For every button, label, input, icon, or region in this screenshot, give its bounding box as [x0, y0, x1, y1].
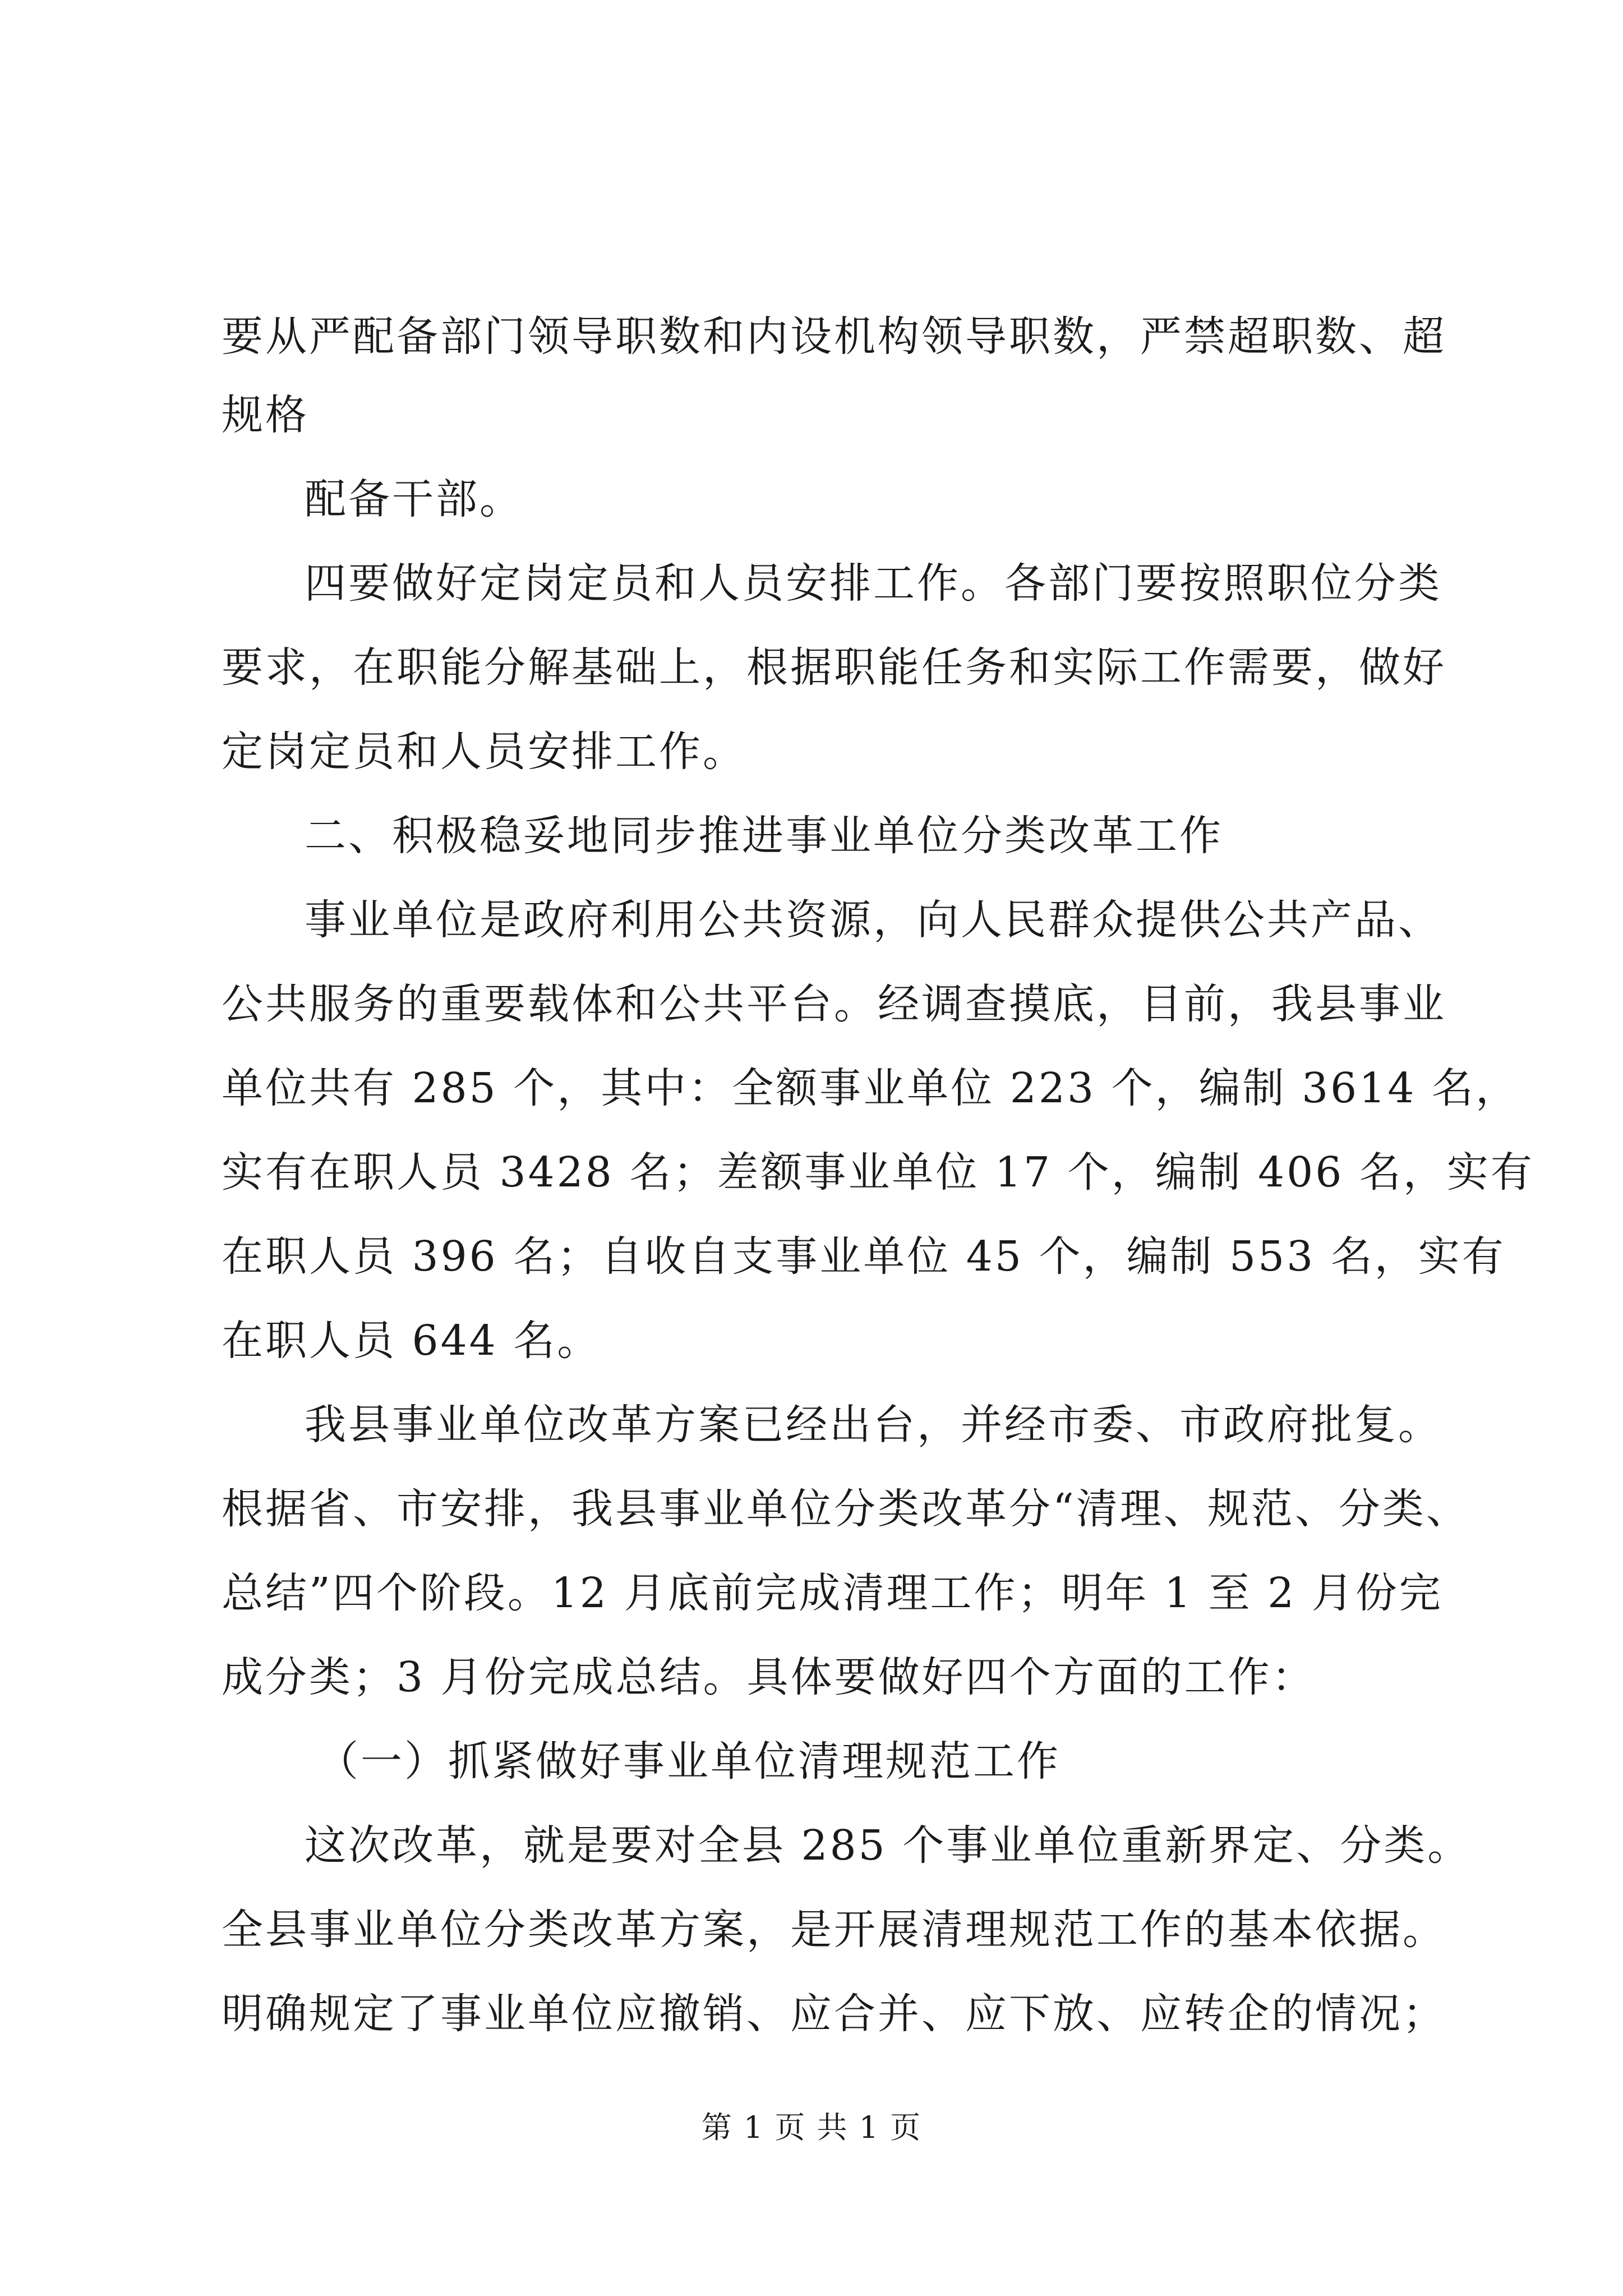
paragraph-institutions-line-6: 在职人员 644 名。 [222, 1317, 601, 1365]
text-line-3: 配备干部。 [305, 475, 523, 523]
paragraph-reform-line-2: 全县事业单位分类改革方案，是开展清理规范工作的基本依据。 [222, 1906, 1446, 1954]
paragraph-institutions-line-4: 实有在职人员 3428 名；差额事业单位 17 个，编制 406 名，实有 [222, 1148, 1534, 1197]
paragraph-reform-line-1: 这次改革，就是要对全县 285 个事业单位重新界定、分类。 [305, 1821, 1472, 1870]
paragraph-four-line-1: 四要做好定岗定员和人员安排工作。各部门要按照职位分类 [305, 559, 1442, 608]
paragraph-institutions-line-3: 单位共有 285 个，其中：全额事业单位 223 个，编制 3614 名， [222, 1064, 1519, 1112]
document-body [222, 295, 1534, 2056]
text-line-2: 规格 [222, 391, 309, 439]
section-heading-two: 二、积极稳妥地同步推进事业单位分类改革工作 [305, 812, 1223, 860]
subsection-heading-one: （一）抓紧做好事业单位清理规范工作 [317, 1737, 1061, 1786]
paragraph-four-line-3: 定岗定员和人员安排工作。 [222, 728, 746, 776]
paragraph-institutions-line-2: 公共服务的重要载体和公共平台。经调查摸底，目前，我县事业 [222, 980, 1446, 1028]
paragraph-reform-line-3: 明确规定了事业单位应撤销、应合并、应下放、应转企的情况； [222, 1990, 1446, 2038]
paragraph-plan-line-4: 成分类；3 月份完成总结。具体要做好四个方面的工作： [222, 1653, 1316, 1701]
paragraph-plan-line-1: 我县事业单位改革方案已经出台，并经市委、市政府批复。 [305, 1401, 1442, 1449]
paragraph-plan-line-3: 总结”四个阶段。12 月底前完成清理工作；明年 1 至 2 月份完 [222, 1569, 1443, 1617]
paragraph-institutions-line-5: 在职人员 396 名；自收自支事业单位 45 个，编制 553 名，实有 [222, 1232, 1506, 1281]
page-footer: 第 1 页 共 1 页 [701, 2110, 922, 2145]
paragraph-institutions-line-1: 事业单位是政府利用公共资源，向人民群众提供公共产品、 [305, 896, 1442, 944]
text-line-1: 要从严配备部门领导职数和内设机构领导职数，严禁超职数、超 [222, 312, 1446, 361]
paragraph-four-line-2: 要求，在职能分解基础上，根据职能任务和实际工作需要，做好 [222, 643, 1446, 692]
paragraph-plan-line-2: 根据省、市安排，我县事业单位分类改革分“清理、规范、分类、 [222, 1485, 1470, 1533]
